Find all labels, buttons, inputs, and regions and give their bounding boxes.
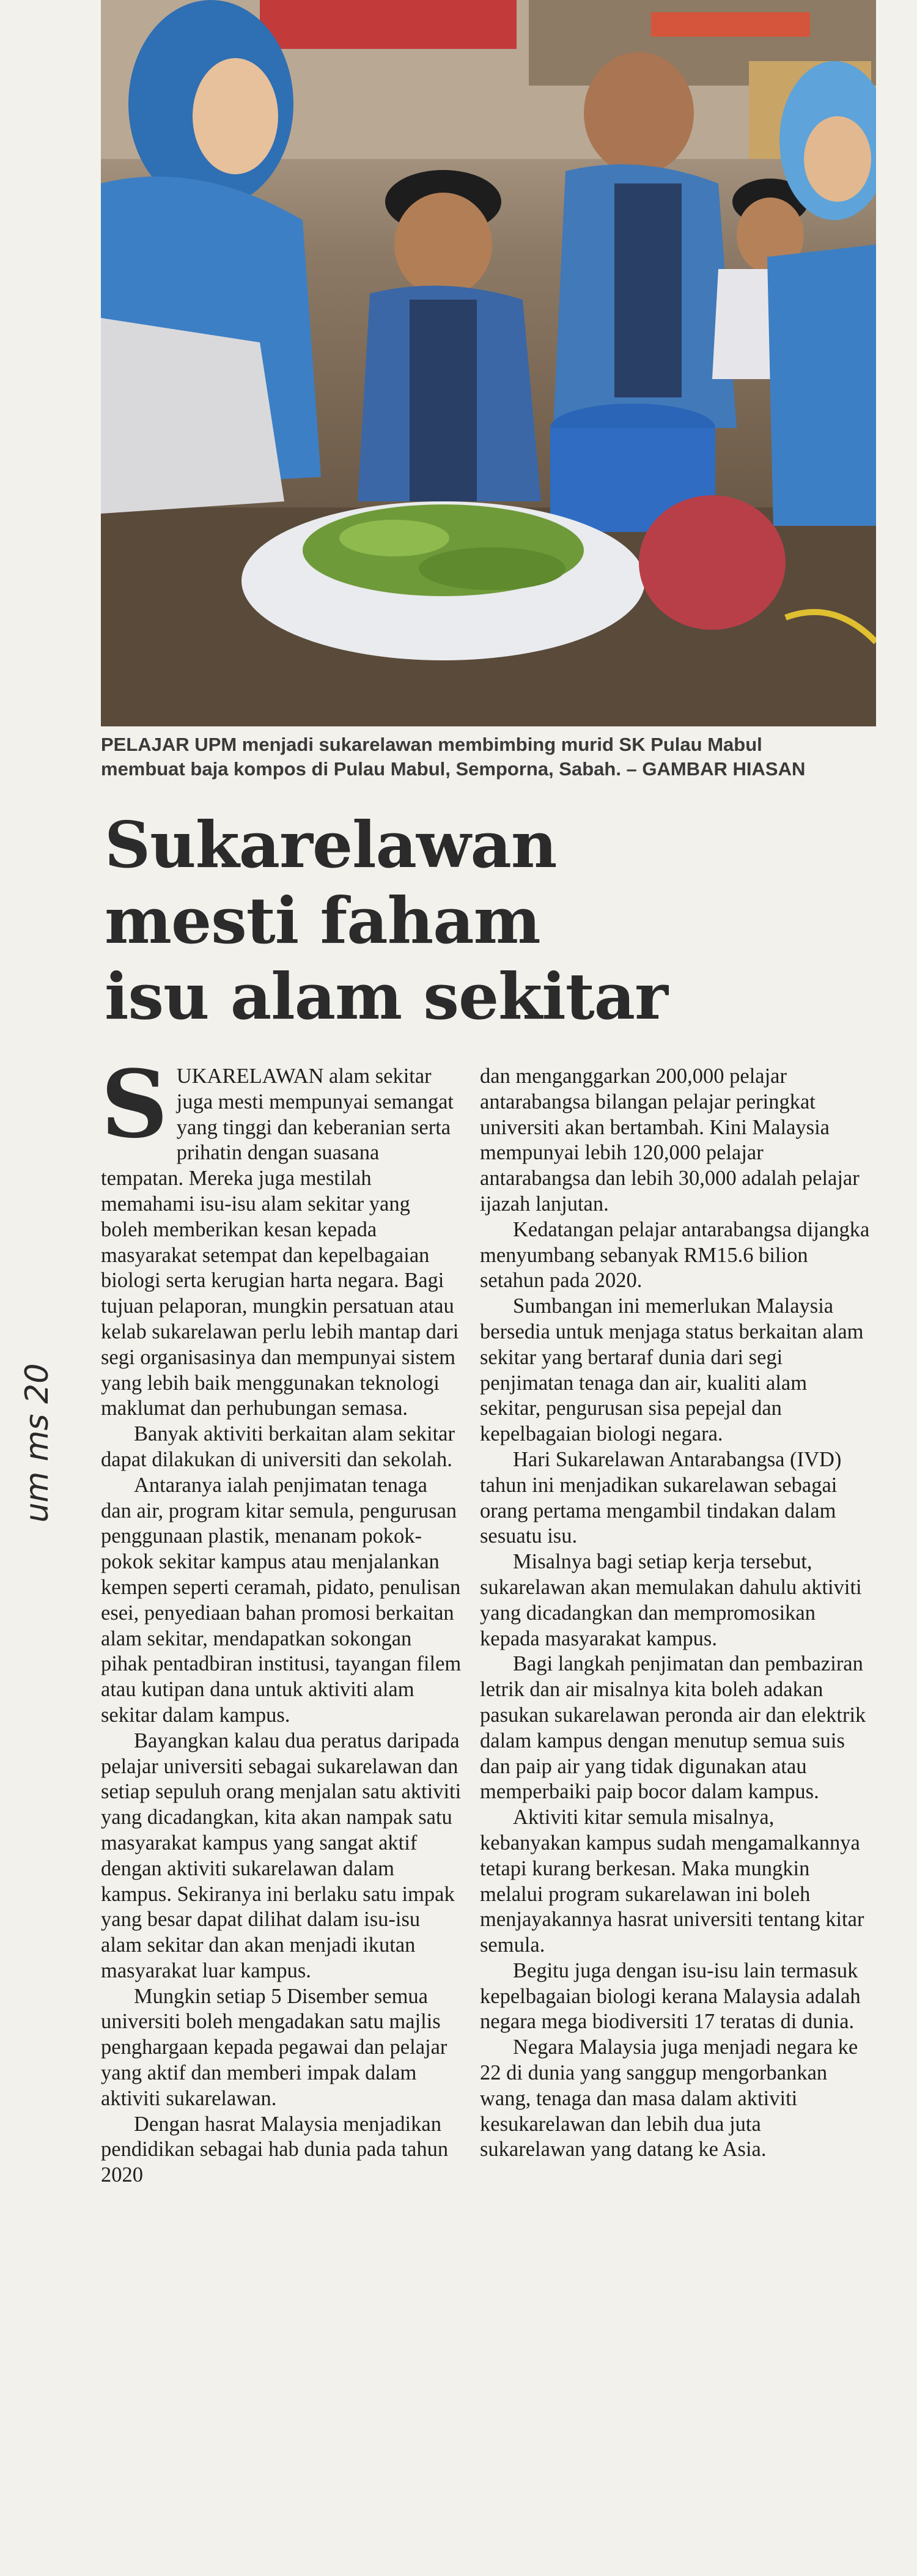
article-lead-paragraph: SUKARELAWAN alam sekitar juga mesti mempunyai semangat yang tinggi dan keberanian serta prihatin dengan suasana tempatan. Mereka juga mestilah memahami isu-isu alam sekitar yang boleh memberikan kesan kepada masyarakat setempat dan kepelbagaian biologi serta kerugian harta negara. Bagi tujuan pelaporan, mungkin persatuan atau kelab sukarelawan perlu lebih mantap dari segi organisasinya dan mempunyai sistem yang lebih baik menggunakan teknologi maklumat dan perhubungan semasa. [101, 1049, 459, 1420]
drop-cap: S [101, 1049, 168, 1159]
article-column-right [480, 1064, 871, 2163]
article-column-left [101, 1049, 462, 2188]
article-paragraph: Kedatangan pelajar antarabangsa dijangka menyumbang sebanyak RM15.6 bilion setahun pada 2020. [480, 1217, 870, 1293]
article-headline: Sukarelawan mesti faham isu alam sekitar [105, 807, 668, 1034]
article-paragraph: Bagi langkah penjimatan dan pembaziran letrik dan air misalnya kita boleh adakan pasukan sukarelawan peronda air dan elektrik dalam kampus dengan menutup semua suis dan paip air yang tidak digunakan atau memperbaiki paip bocor dalam kampus. [480, 1652, 866, 1804]
article-photo [101, 0, 876, 726]
handwritten-margin-note [11, 1345, 84, 1541]
photo-illustration [101, 0, 876, 726]
article-paragraph: Negara Malaysia juga menjadi negara ke 22 di dunia yang sanggup mengorbankan wang, tenaga dan masa dalam aktiviti kesukarelawan dan lebih dua juta sukarelawan yang datang ke Asia. [480, 2035, 858, 2161]
article-paragraph: Aktiviti kitar semula misalnya, kebanyakan kampus sudah mengamalkannya tetapi kurang berkesan. Maka mungkin melalui program sukarelawan ini boleh menjayakannya hasrat universiti tentang kitar semula. [480, 1806, 864, 1957]
article-paragraph: Misalnya bagi setiap kerja tersebut, sukarelawan akan memulakan dahulu aktiviti yang dicadangkan dan mempromosikan kepada masyarakat kampus. [480, 1550, 862, 1650]
article-paragraph: Antaranya ialah penjimatan tenaga dan air, program kitar semula, pengurusan penggunaan plastik, menanam pokok-pokok sekitar kampus atau menjalankan kempen seperti ceramah, pidato, penulisan esei, penyediaan bahan promosi berkaitan alam sekitar, mendapatkan sokongan pihak pentadbiran institusi, tayangan filem atau kutipan dana untuk aktiviti alam sekitar dalam kampus. [101, 1473, 462, 1727]
article-paragraph: Begitu juga dengan isu-isu lain termasuk kepelbagaian biologi kerana Malaysia adalah negara mega biodiversiti 17 teratas di dunia. [480, 1958, 861, 2034]
article-paragraph: dan menganggarkan 200,000 pelajar antarabangsa bilangan pelajar peringkat universiti akan bertambah. Kini Malaysia mempunyai lebih 120,000 pelajar antarabangsa dan lebih 30,000 adalah pelajar ijazah lanjutan. [480, 1065, 860, 1216]
article-paragraph: Dengan hasrat Malaysia menjadikan pendidikan sebagai hab dunia pada tahun 2020 [101, 2112, 449, 2187]
article-paragraph: Mungkin setiap 5 Disember semua universiti boleh mengadakan satu majlis penghargaan kepada pegawai dan pelajar yang aktif dan memberi impak dalam aktiviti sukarelawan. [101, 1984, 447, 2110]
article-paragraph: Sumbangan ini memerlukan Malaysia bersedia untuk menjaga status berkaitan alam sekitar yang bertaraf dunia dari segi penjimatan tenaga dan air, kualiti alam sekitar, pengurusan sisa pepejal dan kepelbagaian biologi negara. [480, 1294, 864, 1446]
photo-caption: PELAJAR UPM menjadi sukarelawan membimbing murid SK Pulau Mabul membuat baja kompos di Pulau Mabul, Semporna, Sabah. – GAMBAR HIASAN [101, 734, 806, 780]
article-paragraph: Hari Sukarelawan Antarabangsa (IVD) tahun ini menjadikan sukarelawan sebagai orang pertama mengambil tindakan dalam sesuatu isu. [480, 1447, 842, 1548]
article-paragraph: Banyak aktiviti berkaitan alam sekitar dapat dilakukan di universiti dan sekolah. [101, 1422, 455, 1471]
newspaper-clipping [101, 0, 877, 2576]
svg-text:um ms 20: um ms 20 [19, 1363, 56, 1523]
article-paragraph: Bayangkan kalau dua peratus daripada pelajar universiti sebagai sukarelawan dan setiap sepuluh orang menjalan satu aktiviti yang dicadangkan, kita akan nampak satu masyarakat kampus yang sangat aktif dengan aktiviti sukarelawan dalam kampus. Sekiranya ini berlaku satu impak yang besar dapat dilihat dalam isu-isu alam sekitar dan akan menjadi ikutan masyarakat luar kampus. [101, 1729, 462, 1982]
